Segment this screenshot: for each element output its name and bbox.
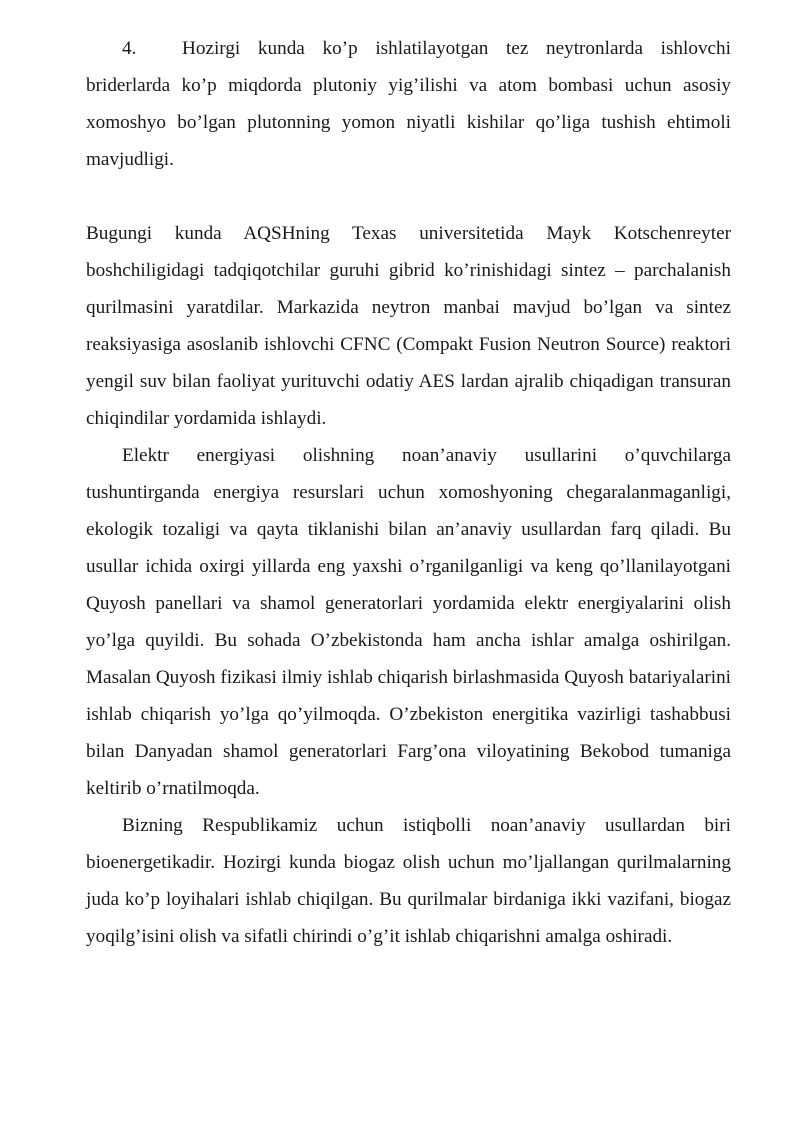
list-item-number: 4. [122, 38, 137, 59]
paragraph-texas-university: Bugungi kunda AQSHning Texas universitetida Mayk Kotschenreyter boshchiligidagi tadqiqotchilar guruhi gibrid ko’rinishidagi sintez – parchalanish qurilmasini yaratdilar. Markazida neytron manbai mavjud bo’lgan va sintez reaksiyasiga asoslanib ishlovchi CFNC (Compakt Fusion Neutron Source) reaktori yengil suv bilan faoliyat yurituvchi odatiy AES lardan ajralib chiqadigan transuran chiqindilar yordamida ishlaydi. [86, 223, 731, 429]
numbered-list-item [86, 30, 731, 178]
document-page [86, 30, 731, 955]
list-item-text: Hozirgi kunda ko’p ishlatilayotgan tez neytronlarda ishlovchi briderlarda ko’p miqdorda plutoniy yig’ilishi va atom bombasi uchun asosiy xomoshyo bo’lgan plutonning yomon niyatli kishilar qo’liga tushish ehtimoli mavjudligi. [86, 38, 731, 170]
paragraph-alternative-energy: Elektr energiyasi olishning noan’anaviy usullarini o’quvchilarga tushuntirganda energiya resurslari uchun xomoshyoning chegaralanmaganligi, ekologik tozaligi va qayta tiklanishi bilan an’anaviy usullardan farq qiladi. Bu usullar ichida oxirgi yillarda eng yaxshi o’rganilganligi va keng qo’llanilayotgani Quyosh panellari va shamol generatorlari yordamida elektr energiyalarini olish yo’lga quyildi. Bu sohada O’zbekistonda ham ancha ishlar amalga oshirilgan. Masalan Quyosh fizikasi ilmiy ishlab chiqarish birlashmasida Quyosh batariyalarini ishlab chiqarish yo’lga qo’yilmoqda. O’zbekiston energitika vazirligi tashabbusi bilan Danyadan shamol generatorlari Farg’ona viloyatining Bekobod tumaniga keltirib o’rnatilmoqda. [86, 445, 731, 799]
paragraph-bioenergetics: Bizning Respublikamiz uchun istiqbolli noan’anaviy usullardan biri bioenergetikadir. Hozirgi kunda biogaz olish uchun mo’ljallangan qurilmalarning juda ko’p loyihalari ishlab chiqilgan. Bu qurilmalar birdaniga ikki vazifani, biogaz yoqilg’isini olish va sifatli chirindi o’g’it ishlab chiqarishni amalga oshiradi. [86, 815, 731, 947]
paragraph-spacer [86, 178, 731, 215]
